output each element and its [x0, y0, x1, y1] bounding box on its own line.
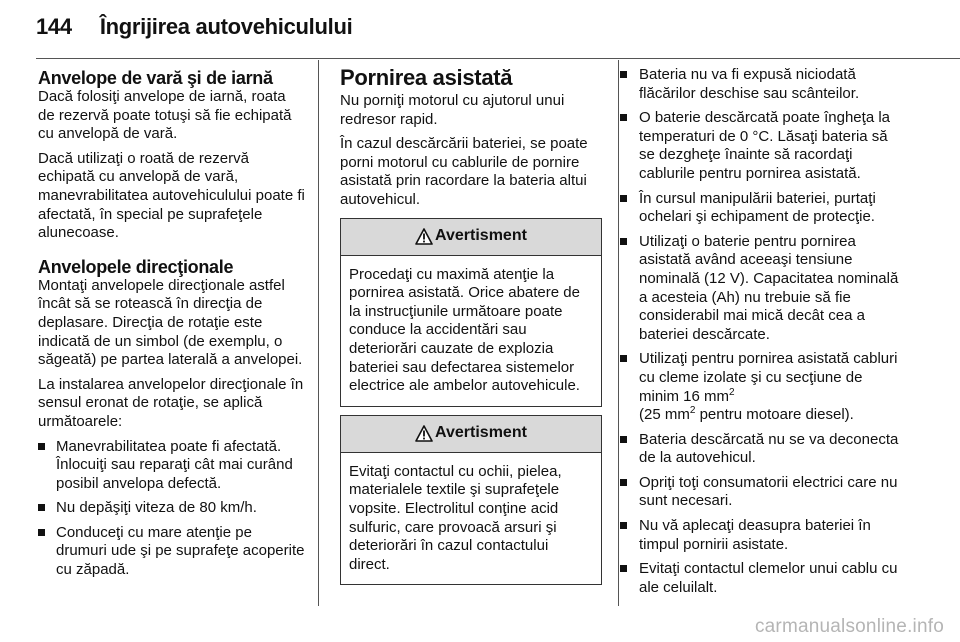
- section-title-directional-tyres: Anvelopele direcţionale: [38, 256, 234, 277]
- bullet-list: [620, 66, 904, 597]
- paragraph: Montaţi anvelopele direcţionale astfel încât să se rotească în direcţia de deplasare. Direcţia de rotaţie este indicată de un simbol (de exemplu, o săgeată) pe partea laterală a anvelopei.: [38, 276, 303, 369]
- list-item: O baterie descărcată poate îngheţa la temperaturi de 0 °C. Lăsaţi bateria să se dezgheţe înainte să racordaţi cablurile pentru pornirea asistată.: [620, 109, 904, 183]
- warning-header: [341, 416, 601, 453]
- warning-header: [341, 219, 601, 256]
- list-item: Bateria nu va fi expusă niciodată flăcărilor deschise sau scânteilor.: [620, 66, 904, 103]
- paragraph: La instalarea anvelopelor direcţionale în sensul eronat de rotaţie, se aplică următoarele:: [38, 375, 304, 430]
- column-2: [340, 66, 602, 585]
- list-item: Opriţi toţi consumatorii electrici care nu sunt necesari.: [620, 474, 904, 511]
- header-divider: [36, 58, 960, 59]
- cable-text-line2-post: pentru motoare diesel).: [695, 406, 854, 424]
- superscript: 2: [689, 405, 696, 417]
- cable-text: Utilizaţi pentru pornirea asistată cabluri cu cleme izolate şi cu secţiune de minim 16 mm: [639, 350, 898, 405]
- bullet-list: [38, 438, 306, 580]
- paragraph: Dacă utilizaţi o roată de rezervă echipată cu anvelopă de vară, manevrabilitatea autovehiculului poate fi afectată, în special pe suprafeţele alunecoase.: [38, 149, 305, 242]
- chapter-title: Îngrijirea autovehiculului: [99, 14, 353, 39]
- section-title-jump-start: Pornirea asistată: [340, 65, 513, 90]
- list-item: Manevrabilitatea poate fi afectată. Înlocuiţi sau reparaţi cât mai curând posibil anvelopa defectă.: [38, 438, 306, 494]
- warning-heading: Avertisment: [435, 227, 527, 245]
- list-item: Nu depăşiţi viteza de 80 km/h.: [38, 499, 306, 518]
- paragraph: Dacă folosiţi anvelope de iarnă, roata de rezervă poate totuşi să fie echipată cu anvelopă de vară.: [38, 88, 292, 143]
- warning-text: Evitaţi contactul cu ochii, pielea, materialele textile şi suprafeţele vopsite. Electrolitul conţine acid sulfuric, care provoacă arsuri şi deteriorări în cazul contactului direct.: [349, 462, 562, 573]
- column-divider-1: [318, 60, 319, 606]
- warning-triangle-icon: [415, 425, 433, 442]
- warning-text: Procedaţi cu maximă atenţie la pornirea asistată. Orice abatere de la instrucţiunile următoare poate conduce la accidentări sau deteriorări cauzate de explozia bateriei sau defectarea sistemelor electrice ale ambelor autovehicule.: [349, 265, 580, 395]
- column-1: [38, 66, 306, 586]
- warning-box: [340, 415, 602, 586]
- superscript: 2: [729, 386, 735, 398]
- list-item-cable-section: [620, 350, 904, 424]
- list-item: Utilizaţi o baterie pentru pornirea asistată având aceeaşi tensiune nominală (12 V). Capacitatea nominală a acesteia (Ah) nu trebuie să fie considerabil mai mică decât cea a bateriei descărcate.: [620, 233, 904, 345]
- paragraph: Nu porniţi motorul cu ajutorul unui redresor rapid.: [340, 92, 565, 128]
- page-number: 144: [36, 14, 72, 39]
- column-3: [620, 66, 904, 603]
- cable-text-line2-pre: (25 mm: [639, 406, 690, 424]
- warning-heading: Avertisment: [435, 424, 527, 442]
- list-item: Evitaţi contactul clemelor unui cablu cu ale celuilalt.: [620, 560, 904, 597]
- column-divider-2: [618, 60, 619, 606]
- warning-box: [340, 218, 602, 407]
- list-item: Conduceţi cu mare atenţie pe drumuri ude şi pe suprafeţe acoperite cu zăpadă.: [38, 524, 306, 580]
- list-item: Bateria descărcată nu se va deconecta de la autovehicul.: [620, 431, 904, 468]
- section-title-summer-winter-tyres: Anvelope de vară şi de iarnă: [38, 68, 273, 88]
- paragraph: În cazul descărcării bateriei, se poate porni motorul cu cablurile de pornire asistată prin racordare la bateria altui autovehicul.: [340, 135, 588, 208]
- warning-triangle-icon: [415, 228, 433, 245]
- list-item: Nu vă aplecaţi deasupra bateriei în timpul pornirii asistate.: [620, 517, 904, 554]
- list-item: În cursul manipulării bateriei, purtaţi ochelari şi echipament de protecţie.: [620, 190, 904, 227]
- page-header: [36, 14, 352, 40]
- watermark: carmanualsonline.info: [754, 616, 944, 637]
